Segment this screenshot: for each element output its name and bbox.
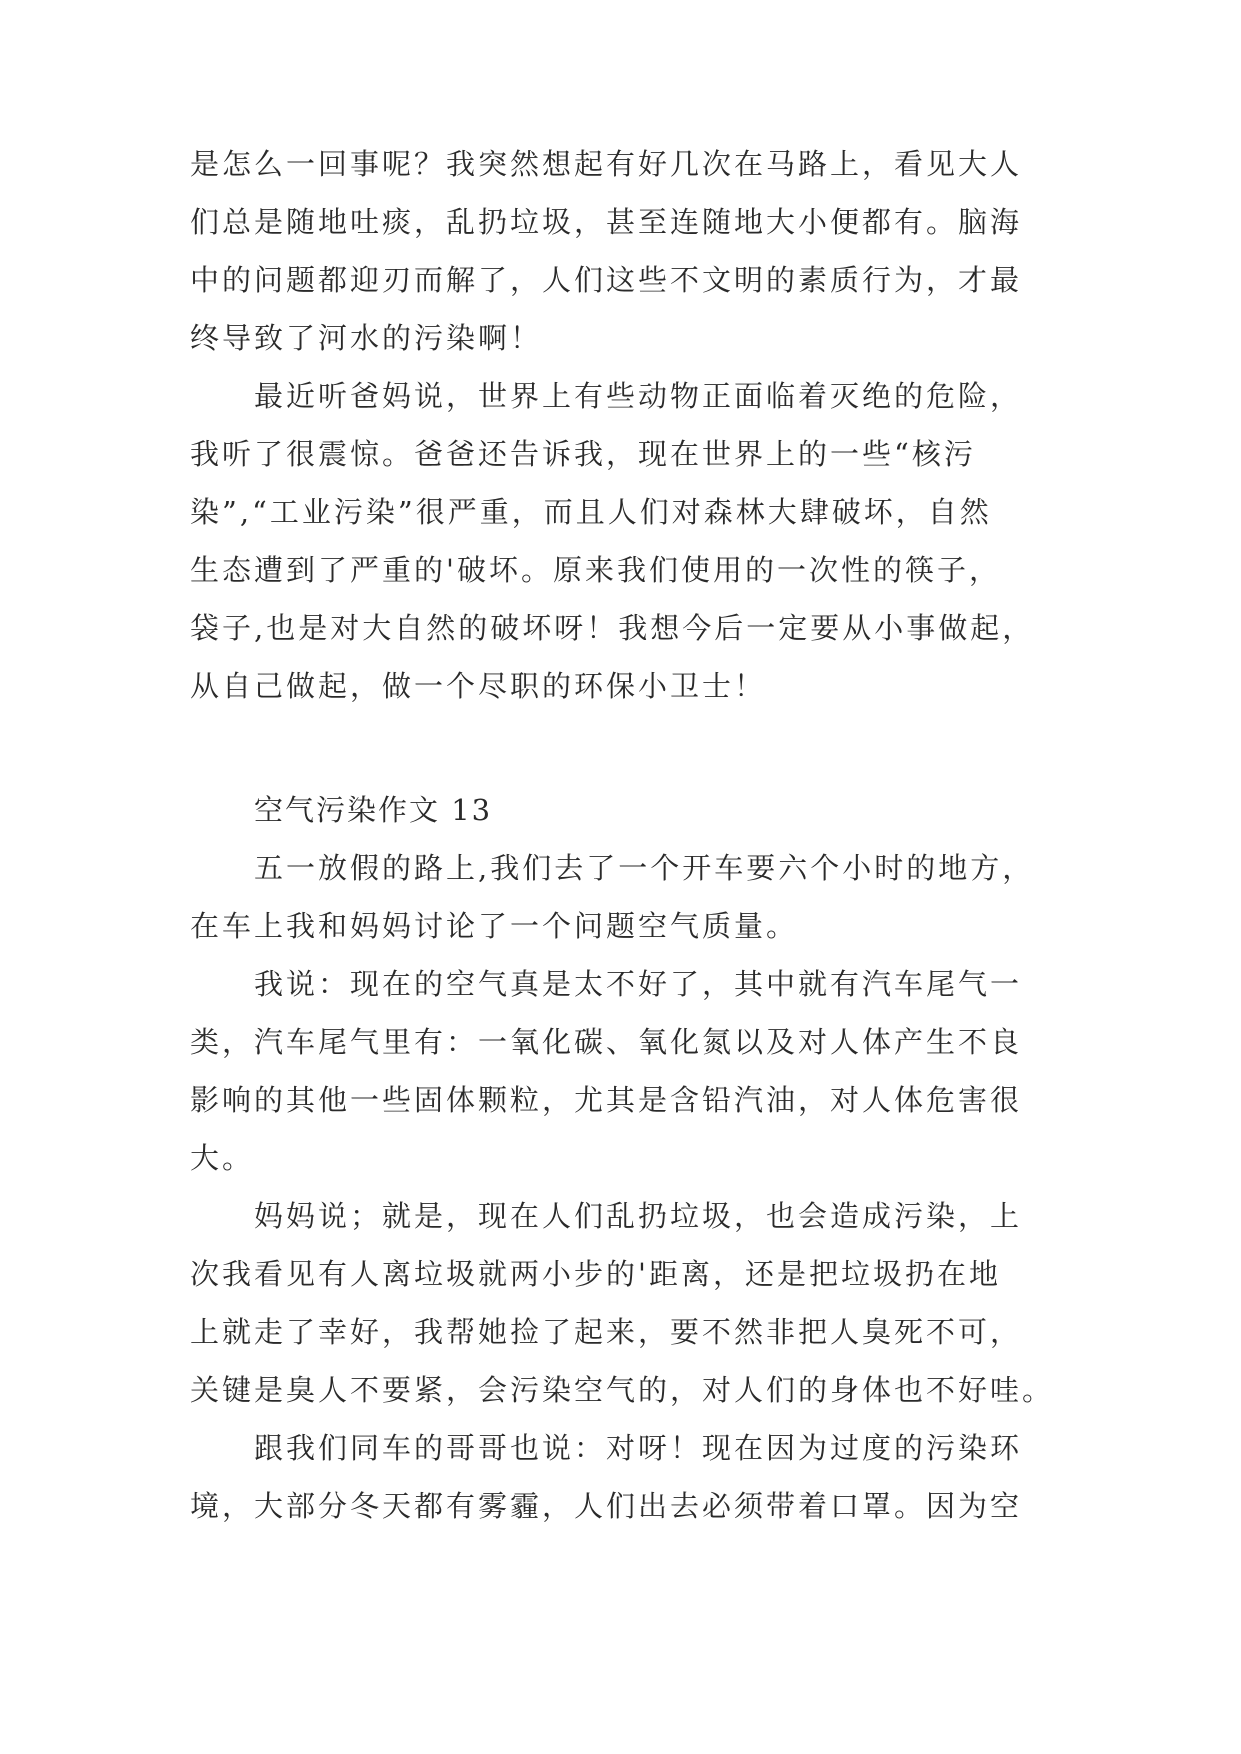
text-line: 终导致了河水的污染啊！ <box>190 321 543 355</box>
text-line: 类，汽车尾气里有：一氧化碳、氧化氮以及对人体产生不良 <box>190 1025 1023 1059</box>
paragraph-start-line: 妈妈说；就是，现在人们乱扔垃圾，也会造成污染，上 <box>254 1199 1023 1233</box>
paragraph-start-line: 跟我们同车的哥哥也说：对呀！现在因为过度的污染环 <box>254 1431 1023 1465</box>
text-line: 上就走了幸好，我帮她捡了起来，要不然非把人臭死不可， <box>190 1315 1023 1349</box>
text-line: 在车上我和妈妈讨论了一个问题空气质量。 <box>190 909 799 943</box>
text-line: 中的问题都迎刃而解了，人们这些不文明的素质行为，才最 <box>190 263 1023 297</box>
section-heading: 空气污染作文 13 <box>254 793 493 827</box>
paragraph-start-line: 五一放假的路上,我们去了一个开车要六个小时的地方， <box>254 851 1035 885</box>
text-line: 是怎么一回事呢？我突然想起有好几次在马路上，看见大人 <box>190 147 1023 181</box>
text-line: 们总是随地吐痰，乱扔垃圾，甚至连随地大小便都有。脑海 <box>190 205 1023 239</box>
text-line: 次我看见有人离垃圾就两小步的'距离，还是把垃圾扔在地 <box>190 1257 1001 1291</box>
text-line: 生态遭到了严重的'破坏。原来我们使用的一次性的筷子， <box>190 553 1001 587</box>
text-line: 袋子,也是对大自然的破坏呀！我想今后一定要从小事做起， <box>190 611 1035 645</box>
text-line: 染”,“工业污染”很严重，而且人们对森林大肆破坏，自然 <box>190 495 992 529</box>
paragraph-start-line: 最近听爸妈说，世界上有些动物正面临着灭绝的危险， <box>254 379 1023 413</box>
text-line: 大。 <box>190 1141 255 1175</box>
text-line: 从自己做起，做一个尽职的环保小卫士！ <box>190 669 767 703</box>
text-line: 关键是臭人不要紧，会污染空气的，对人们的身体也不好哇。 <box>190 1373 1055 1407</box>
text-line: 影响的其他一些固体颗粒，尤其是含铅汽油，对人体危害很 <box>190 1083 1023 1117</box>
text-line: 我听了很震惊。爸爸还告诉我，现在世界上的一些“核污 <box>190 437 976 471</box>
text-line: 境，大部分冬天都有雾霾，人们出去必须带着口罩。因为空 <box>190 1489 1023 1523</box>
paragraph-start-line: 我说：现在的空气真是太不好了，其中就有汽车尾气一 <box>254 967 1023 1001</box>
